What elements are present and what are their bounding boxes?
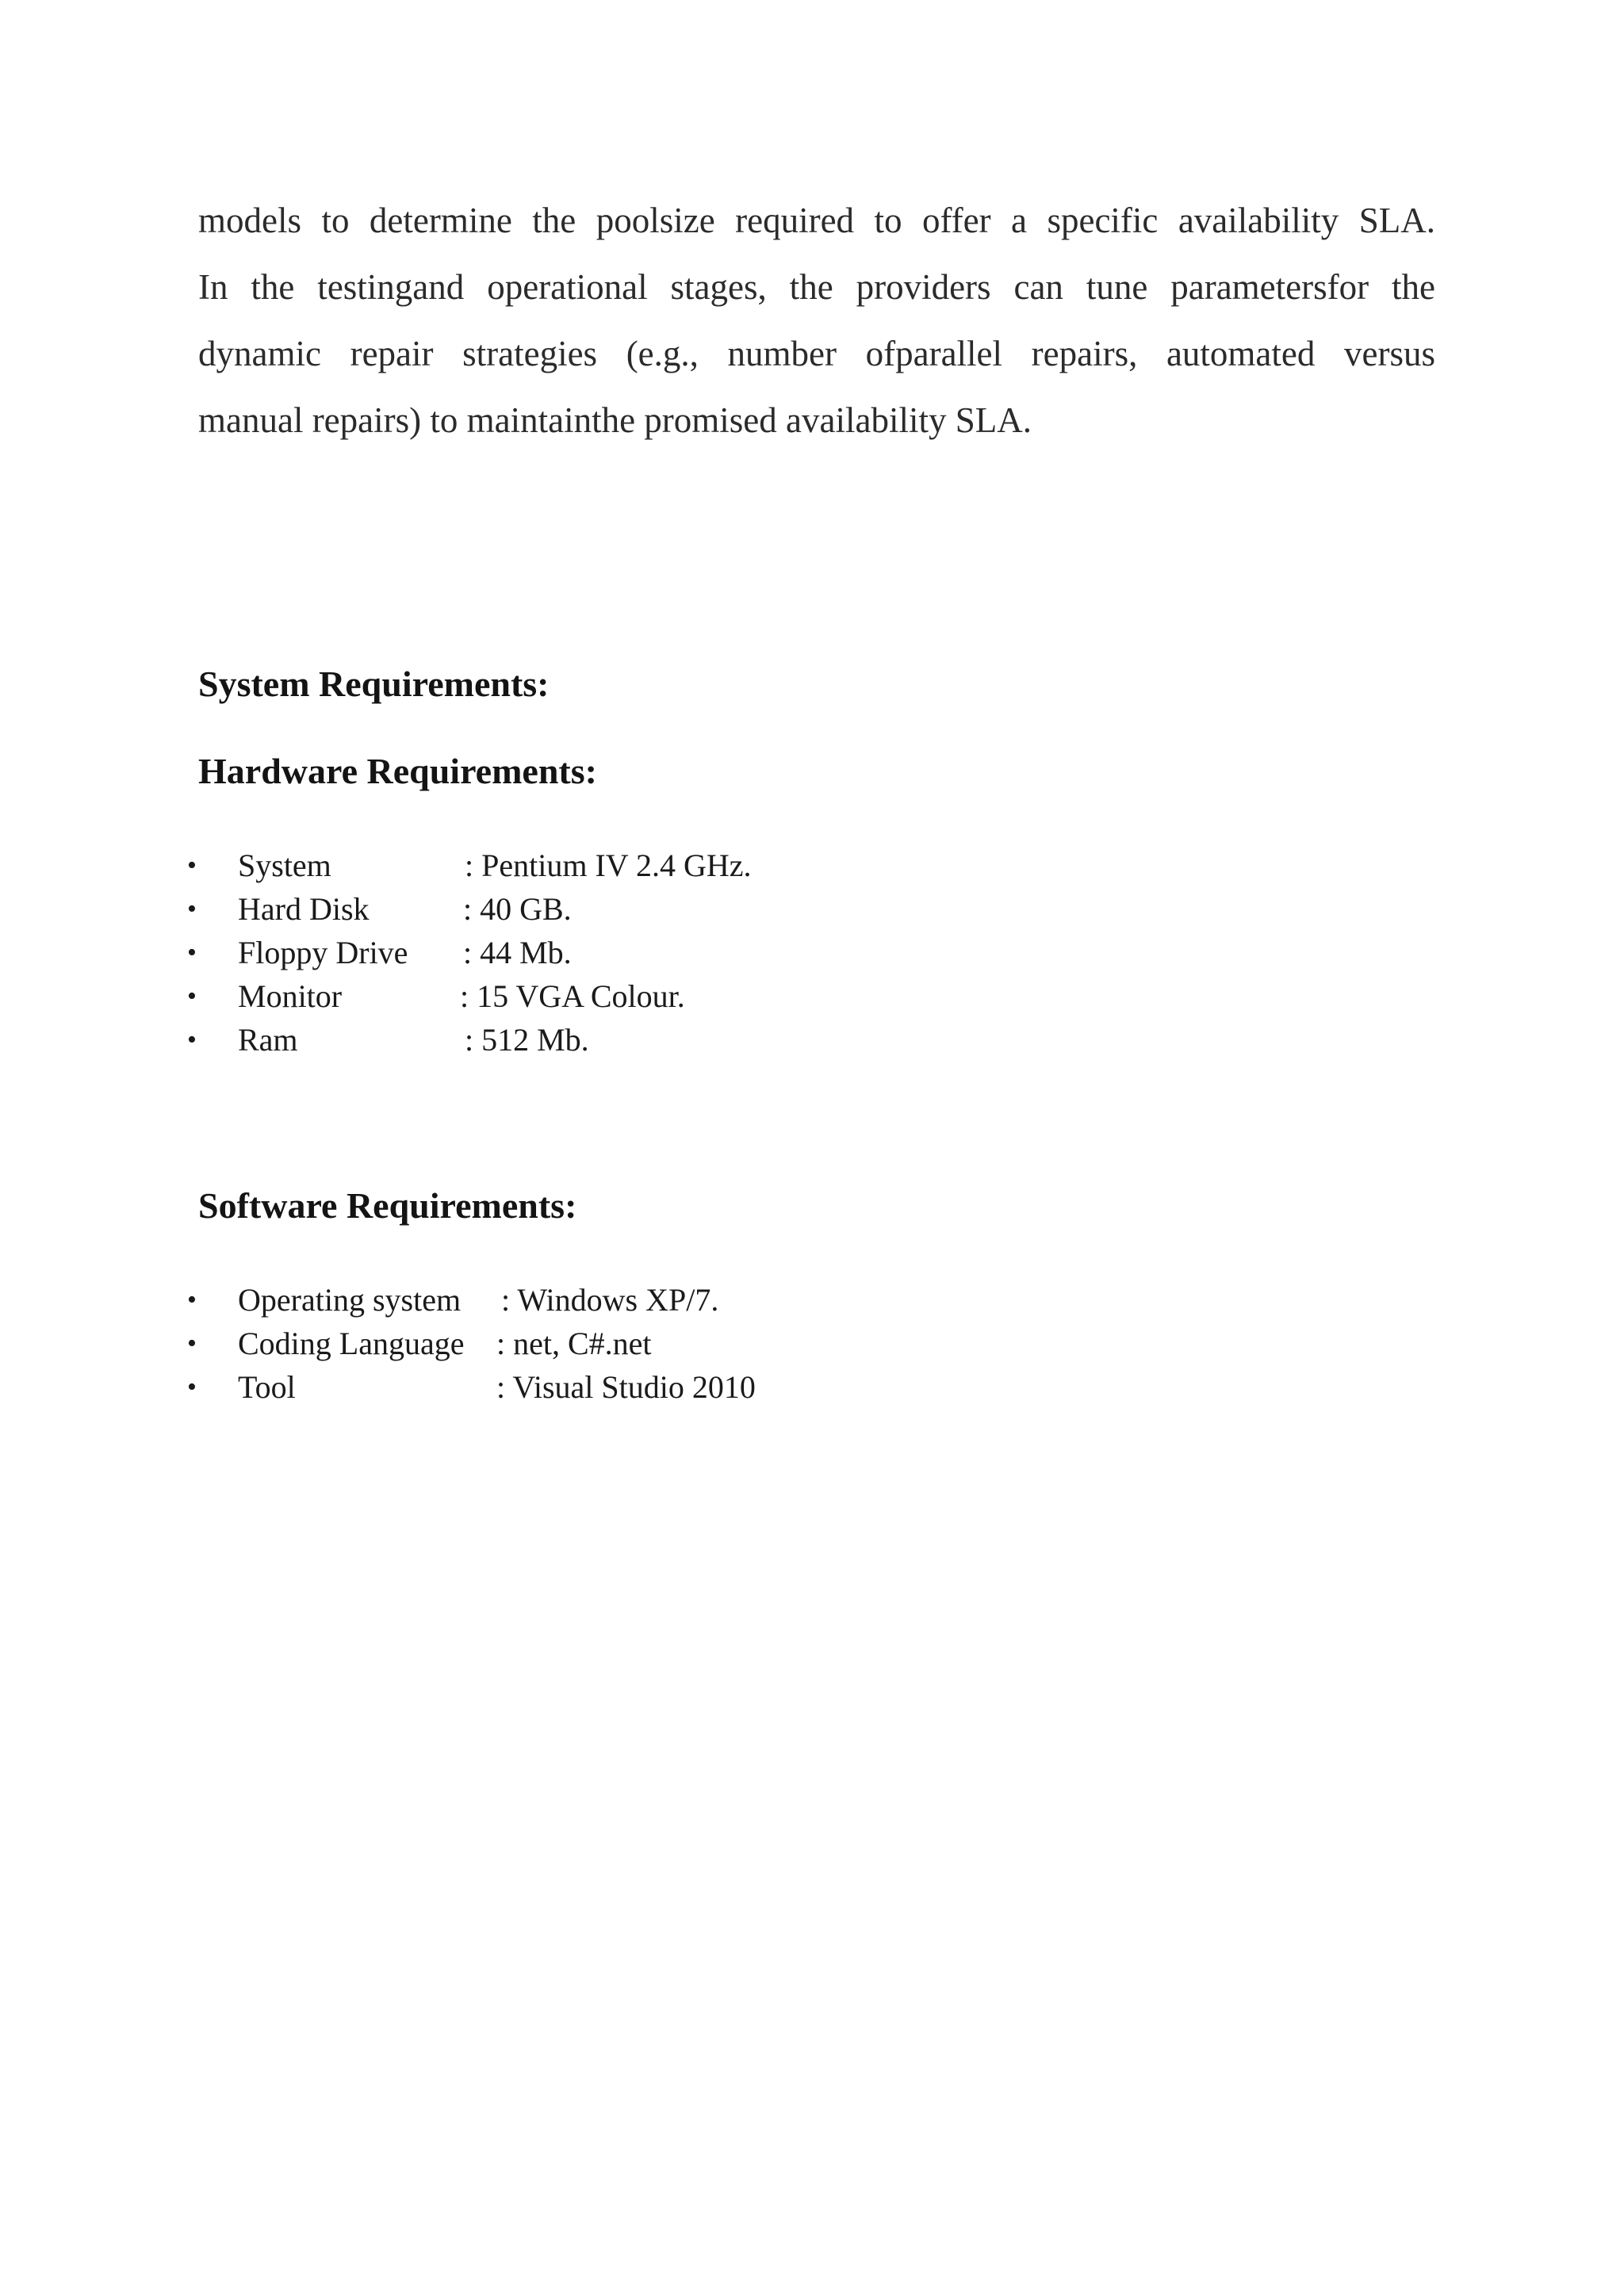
requirement-label: Hard Disk	[238, 891, 370, 927]
requirement-label: Monitor	[238, 978, 343, 1014]
hardware-requirements-list	[0, 844, 1624, 1062]
list-item	[0, 1018, 1624, 1062]
requirement-value: : Visual Studio 2010	[496, 1369, 756, 1405]
software-requirements-heading: Software Requirements:	[198, 1185, 577, 1226]
software-requirements-list	[0, 1278, 1624, 1409]
list-item	[0, 1365, 1624, 1409]
requirement-value: : Pentium IV 2.4 GHz.	[465, 848, 752, 883]
list-item	[0, 844, 1624, 887]
intro-line: models to determine the poolsize required to offer a specific availability SLA.	[198, 201, 1435, 240]
requirement-value: : net, C#.net	[496, 1326, 652, 1361]
requirement-value: : Windows XP/7.	[501, 1282, 719, 1318]
intro-paragraph	[198, 187, 1435, 453]
bullet-icon: •	[187, 982, 197, 1011]
requirement-value: : 40 GB.	[463, 891, 572, 927]
bullet-icon: •	[187, 1025, 197, 1054]
intro-line: manual repairs) to maintainthe promised availability SLA.	[198, 400, 1032, 440]
bullet-icon: •	[187, 938, 197, 967]
list-item	[0, 1322, 1624, 1365]
bullet-icon: •	[187, 1285, 197, 1314]
bullet-icon: •	[187, 851, 197, 880]
bullet-icon: •	[187, 894, 197, 924]
requirement-label: Operating system	[238, 1282, 462, 1318]
list-item	[0, 974, 1624, 1018]
requirement-value: : 15 VGA Colour.	[460, 978, 685, 1014]
requirement-label: System	[238, 848, 331, 883]
requirement-label: Coding Language	[238, 1326, 465, 1361]
list-item	[0, 931, 1624, 974]
intro-line: In the testingand operational stages, the providers can tune parametersfor the	[198, 267, 1435, 307]
list-item	[0, 1278, 1624, 1322]
requirement-value: : 44 Mb.	[463, 935, 572, 970]
bullet-icon: •	[187, 1372, 197, 1402]
hardware-requirements-heading: Hardware Requirements:	[198, 751, 597, 791]
requirement-value: : 512 Mb.	[465, 1022, 589, 1058]
bullet-icon: •	[187, 1329, 197, 1358]
requirement-label: Ram	[238, 1022, 298, 1058]
requirement-label: Tool	[238, 1369, 296, 1405]
list-item	[0, 887, 1624, 931]
system-requirements-heading: System Requirements:	[198, 664, 550, 704]
requirement-label: Floppy Drive	[238, 935, 408, 970]
intro-line: dynamic repair strategies (e.g., number ofparallel repairs, automated versus	[198, 334, 1435, 373]
